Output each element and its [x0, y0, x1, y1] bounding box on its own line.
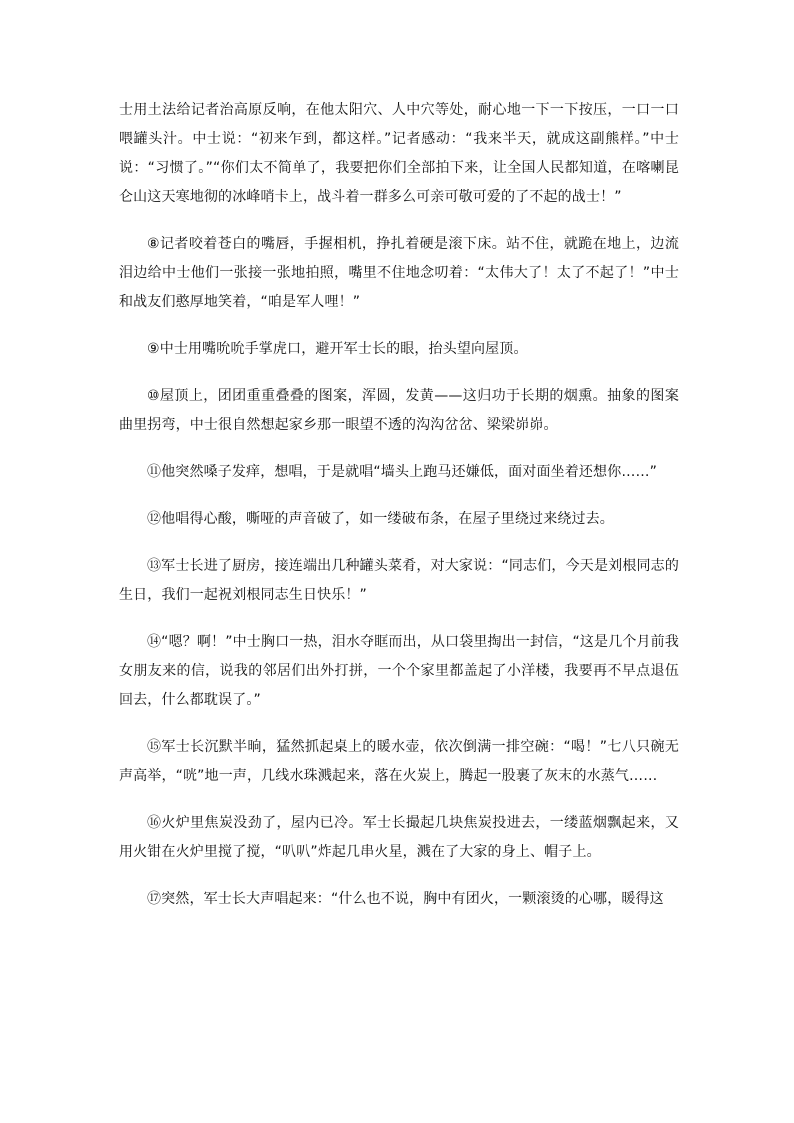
paragraph-13: ⑬军士长进了厨房，接连端出几种罐头菜肴，对大家说：“同志们，今天是刘根同志的生日，我们一起祝刘根同志生日快乐！” [119, 558, 679, 603]
paragraph-16: ⑯火炉里焦炭没劲了，屋内已冷。军士长撮起几块焦炭投进去，一缕蓝烟飘起来，又用火钳在火炉里搅了搅，“叭叭”炸起几串火星，溅在了大家的身上、帽子上。 [119, 815, 679, 860]
document-body [119, 96, 679, 932]
paragraph-8: ⑧记者咬着苍白的嘴唇，手握相机，挣扎着硬是滚下床。站不住，就跪在地上，边流泪边给中士他们一张接一张地拍照，嘴里不住地念叨着：“太伟大了！太了不起了！”中士和战友们憨厚地笑着，“咱是军人哩！” [119, 236, 679, 310]
paragraph-10: ⑩屋顶上，团团重重叠叠的图案，浑圆，发黄——这归功于长期的烟熏。抽象的图案曲里拐弯，中士很自然想起家乡那一眼望不透的沟沟岔岔、梁梁峁峁。 [119, 388, 679, 433]
paragraph-14: ⑭“嗯？啊！”中士胸口一热，泪水夺眶而出，从口袋里掏出一封信，“这是几个月前我女朋友来的信，说我的邻居们出外打拼，一个个家里都盖起了小洋楼，我要再不早点退伍回去，什么都耽误了。” [119, 634, 679, 708]
paragraph-11: ⑪他突然嗓子发痒，想唱，于是就唱“墙头上跑马还嫌低，面对面坐着还想你……” [147, 464, 658, 480]
paragraph-17: ⑰突然，军士长大声唱起来：“什么也不说，胸中有团火，一颗滚烫的心哪，暖得这 [147, 891, 664, 907]
paragraph-12: ⑫他唱得心酸，嘶哑的声音破了，如一缕破布条，在屋子里绕过来绕过去。 [147, 511, 614, 527]
paragraph-7-continued: 士用土法给记者治高原反响，在他太阳穴、人中穴等处，耐心地一下一下按压，一口一口喂罐头汁。中士说：“初来乍到，都这样。”记者感动：“我来半天，就成这副熊样。”中士说：“习惯了。”“你们太不简单了，我要把你们全部拍下来，让全国人民都知道，在喀喇昆仑山这天寒地彻的冰峰哨卡上，战斗着一群多么可亲可敬可爱的了不起的战士！” [119, 102, 679, 205]
paragraph-15: ⑮军士长沉默半晌，猛然抓起桌上的暖水壶，依次倒满一排空碗：“喝！”七八只碗无声高举，“咣”地一声，几线水珠溅起来，落在火炭上，腾起一股裹了灰末的水蒸气…… [119, 739, 679, 784]
paragraph-9: ⑨中士用嘴吮吮手掌虎口，避开军士长的眼，抬头望向屋顶。 [147, 341, 528, 357]
